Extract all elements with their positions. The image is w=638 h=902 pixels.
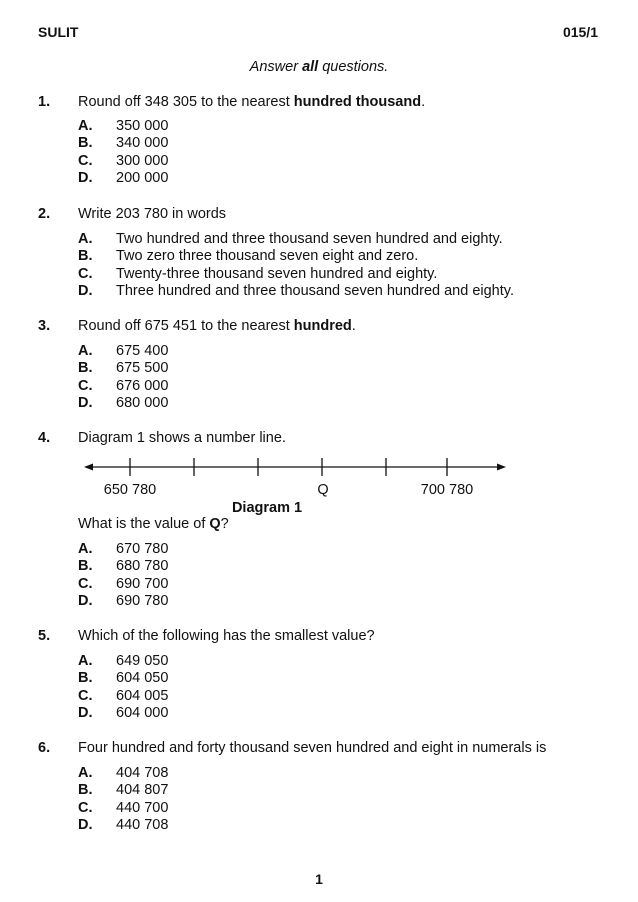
option-letter: B. xyxy=(78,135,93,152)
option-letter: A. xyxy=(78,653,93,669)
option-text: Twenty-three thousand seven hundred and eighty. xyxy=(116,265,438,282)
option-text: 440 700 xyxy=(116,799,169,816)
option-letter: B. xyxy=(78,360,93,377)
option-letter: B. xyxy=(78,670,93,687)
option-letter: B. xyxy=(78,248,93,265)
option-letter: C. xyxy=(78,575,93,592)
question-text: Round off 348 305 to the nearest hundred thousand. xyxy=(78,94,426,110)
header-right: 015/1 xyxy=(562,24,598,40)
question-number: 3. xyxy=(38,318,51,334)
question-number: 2. xyxy=(38,206,51,222)
option-text: 680 780 xyxy=(116,558,169,575)
option-letter: A. xyxy=(78,765,93,781)
page-number: 1 xyxy=(315,871,323,887)
question-number: 6. xyxy=(38,740,51,756)
option-text: Three hundred and three thousand seven hundred and eighty. xyxy=(116,282,514,299)
option-letter: D. xyxy=(78,394,93,411)
instruction: Answer all questions. xyxy=(249,59,389,75)
option-text: 670 780 xyxy=(116,541,169,557)
option-text: 675 400 xyxy=(116,343,169,359)
option-text: 604 050 xyxy=(116,670,169,687)
option-text: 675 500 xyxy=(116,360,169,377)
right-arrow-icon xyxy=(497,464,506,471)
diagram-caption: Diagram 1 xyxy=(231,500,303,515)
number-line-diagram xyxy=(0,455,638,515)
option-letter: C. xyxy=(78,152,93,169)
tick-label: Q xyxy=(317,482,329,498)
option-letter: D. xyxy=(78,704,93,721)
option-text: 300 000 xyxy=(116,152,169,169)
option-text: 690 700 xyxy=(116,575,169,592)
option-text: 200 000 xyxy=(116,169,169,186)
option-letter: A. xyxy=(78,541,93,557)
left-arrow-icon xyxy=(84,464,93,471)
question-number: 5. xyxy=(38,628,51,644)
option-letter: C. xyxy=(78,799,93,816)
option-letter: C. xyxy=(78,265,93,282)
option-letter: D. xyxy=(78,816,93,833)
tick-label: 650 780 xyxy=(103,482,157,498)
option-text: 404 807 xyxy=(116,782,169,799)
option-letter: D. xyxy=(78,592,93,609)
option-letter: A. xyxy=(78,343,93,359)
option-text: 690 780 xyxy=(116,592,169,609)
option-text: 404 708 xyxy=(116,765,169,781)
question-number: 1. xyxy=(38,94,51,110)
option-letter: A. xyxy=(78,231,93,247)
question-text: Round off 675 451 to the nearest hundred. xyxy=(78,318,356,334)
option-text: Two hundred and three thousand seven hundred and eighty. xyxy=(116,231,503,247)
question-text: Write 203 780 in words xyxy=(78,206,227,222)
question-text: Which of the following has the smallest value? xyxy=(78,628,375,644)
header-left: SULIT xyxy=(38,24,79,40)
option-letter: B. xyxy=(78,558,93,575)
option-letter: B. xyxy=(78,782,93,799)
option-text: 350 000 xyxy=(116,118,169,134)
tick-label: 700 780 xyxy=(420,482,474,498)
question-text: Four hundred and forty thousand seven hundred and eight in numerals is xyxy=(78,740,547,756)
option-letter: D. xyxy=(78,282,93,299)
option-text: Two zero three thousand seven eight and zero. xyxy=(116,248,419,265)
option-text: 340 000 xyxy=(116,135,169,152)
option-text: 604 005 xyxy=(116,687,169,704)
option-letter: C. xyxy=(78,687,93,704)
question-text: Diagram 1 shows a number line. xyxy=(78,430,286,446)
option-text: 604 000 xyxy=(116,704,169,721)
option-text: 676 000 xyxy=(116,377,169,394)
question-number: 4. xyxy=(38,430,51,446)
option-text: 440 708 xyxy=(116,816,169,833)
question-subtext: What is the value of Q? xyxy=(78,516,229,532)
option-letter: D. xyxy=(78,169,93,186)
option-text: 649 050 xyxy=(116,653,169,669)
option-letter: A. xyxy=(78,118,93,134)
number-line xyxy=(84,458,506,476)
option-text: 680 000 xyxy=(116,394,169,411)
option-letter: C. xyxy=(78,377,93,394)
